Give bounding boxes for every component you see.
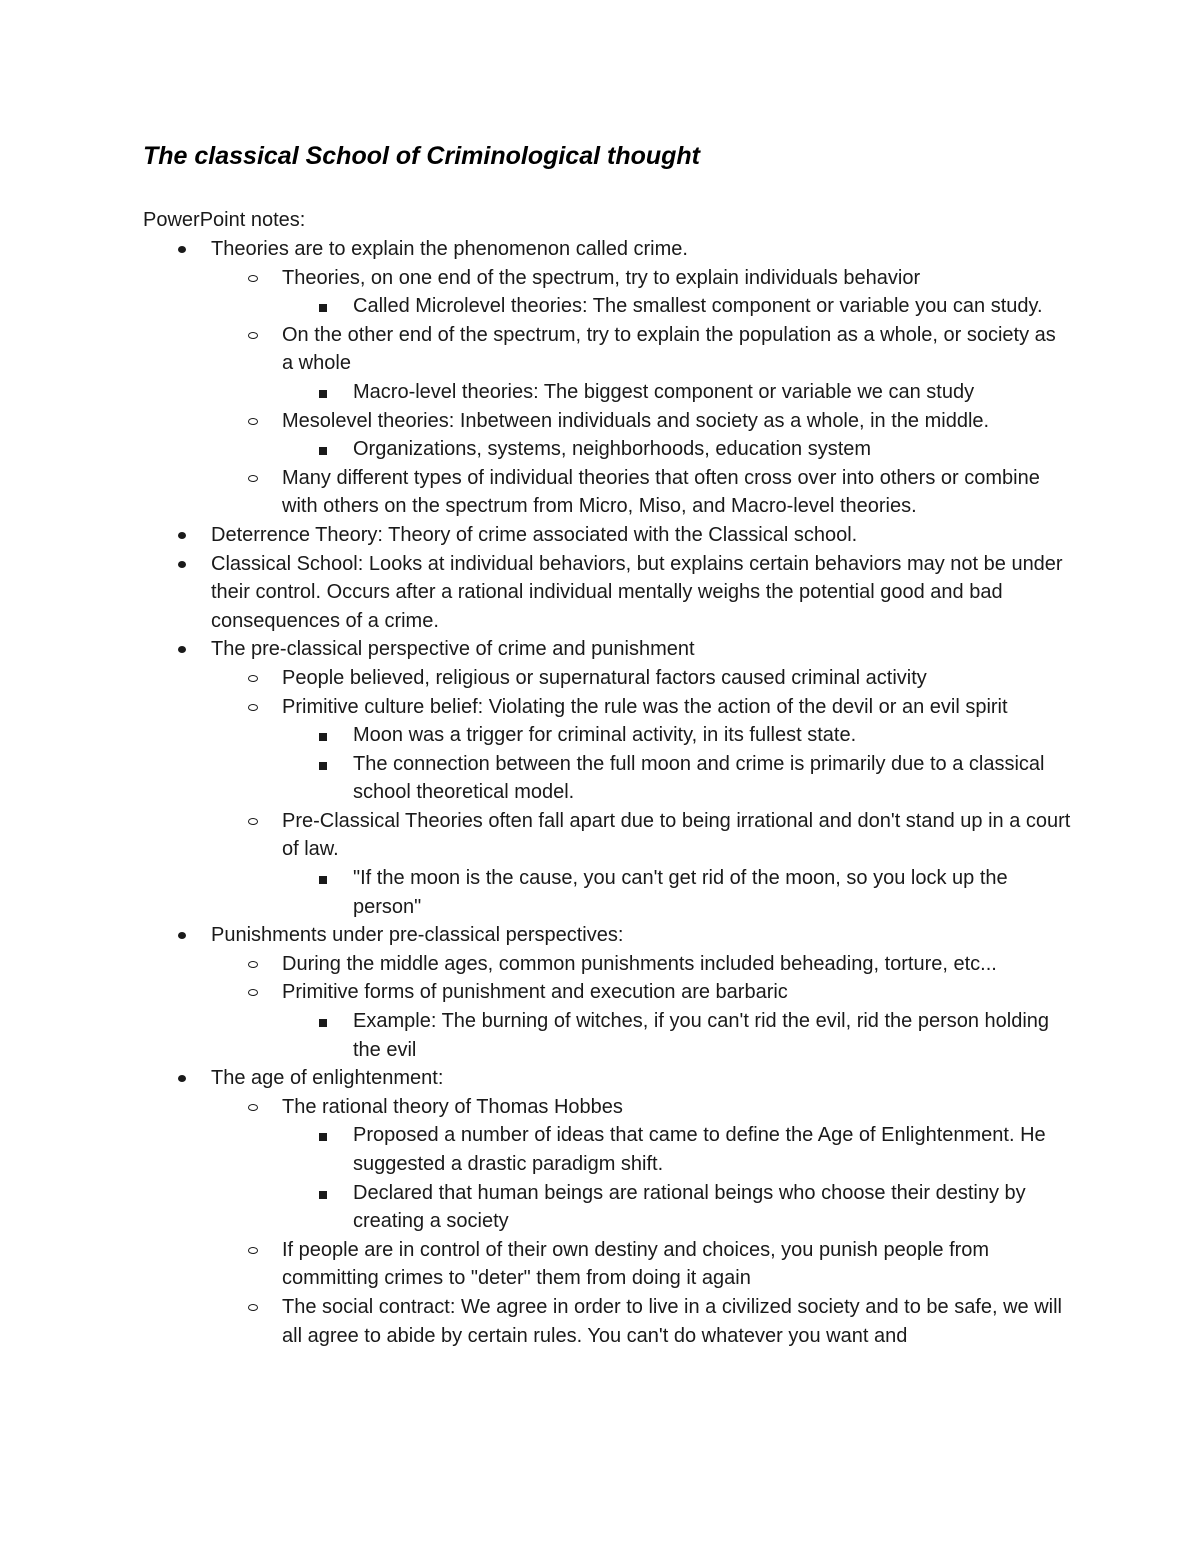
document-title: The classical School of Criminological thought [143, 142, 701, 170]
bullet-item-level-1 [211, 521, 1071, 550]
bullet-text: Theories, on one end of the spectrum, try to explain individuals behavior [282, 266, 921, 289]
bullet-text: Deterrence Theory: Theory of crime associated with the Classical school. [211, 523, 858, 546]
bullet-item-level-3 [353, 864, 1071, 921]
bullet-square-icon [319, 733, 327, 741]
bullet-circle-icon [248, 1247, 258, 1254]
bullet-text: On the other end of the spectrum, try to explain the population as a whole, or society as a whole [282, 323, 1056, 375]
bullet-text: Mesolevel theories: Inbetween individuals and society as a whole, in the middle. [282, 409, 990, 432]
bullet-text: Theories are to explain the phenomenon called crime. [211, 238, 688, 260]
bullet-text: Called Microlevel theories: The smallest component or variable you can study. [353, 295, 1043, 318]
bullet-circle-icon [248, 675, 258, 682]
bullet-text: Primitive forms of punishment and execution are barbaric [282, 981, 788, 1004]
bullet-square-icon [319, 1191, 327, 1199]
bullet-disc-icon [178, 932, 186, 939]
bullet-circle-icon [248, 989, 258, 996]
bullet-item-level-2 [282, 807, 1071, 864]
bullet-disc-icon [178, 1075, 186, 1082]
bullet-item-level-3 [353, 1121, 1071, 1178]
bullet-item-level-1 [211, 550, 1071, 636]
bullet-item-level-2 [282, 407, 1071, 436]
bullet-circle-icon [248, 1104, 258, 1111]
bullet-item-level-2 [282, 464, 1071, 521]
bullet-disc-icon [178, 532, 186, 539]
bullet-item-level-3 [353, 378, 1071, 407]
bullet-square-icon [319, 447, 327, 455]
bullet-text: Moon was a trigger for criminal activity, in its fullest state. [353, 724, 857, 747]
bullet-text: The rational theory of Thomas Hobbes [282, 1095, 623, 1118]
bullet-text: If people are in control of their own destiny and choices, you punish people from committing crimes to "deter" them from doing it again [282, 1238, 990, 1290]
bullet-text: Many different types of individual theories that often cross over into others or combine with others on the spectrum from Micro, Miso, and Macro-level theories. [282, 466, 1040, 518]
bullet-item-level-2 [282, 693, 1071, 722]
bullet-text: Macro-level theories: The biggest component or variable we can study [353, 380, 975, 403]
notes-outline [0, 235, 1200, 1350]
bullet-item-level-3 [353, 1179, 1071, 1236]
bullet-item-level-1 [211, 235, 1071, 264]
notes-heading: PowerPoint notes: [143, 209, 306, 231]
bullet-item-level-3 [353, 435, 1071, 464]
bullet-text: Primitive culture belief: Violating the rule was the action of the devil or an evil spirit [282, 695, 1008, 718]
bullet-item-level-3 [353, 750, 1071, 807]
bullet-item-level-3 [353, 1007, 1071, 1064]
bullet-circle-icon [248, 332, 258, 339]
bullet-item-level-2 [282, 664, 1071, 693]
bullet-item-level-2 [282, 321, 1071, 378]
bullet-text: Organizations, systems, neighborhoods, education system [353, 438, 872, 461]
bullet-text: Example: The burning of witches, if you can't rid the evil, rid the person holding the evil [353, 1010, 1050, 1061]
bullet-item-level-2 [282, 1093, 1071, 1122]
bullet-item-level-1 [211, 635, 1071, 664]
bullet-item-level-2 [282, 1293, 1071, 1350]
bullet-item-level-2 [282, 264, 1071, 293]
bullet-item-level-3 [353, 721, 1071, 750]
bullet-text: Declared that human beings are rational beings who choose their destiny by creating a society [353, 1181, 1026, 1233]
bullet-text: The pre-classical perspective of crime and punishment [211, 638, 695, 661]
bullet-square-icon [319, 762, 327, 770]
bullet-text: Punishments under pre-classical perspectives: [211, 924, 624, 947]
bullet-square-icon [319, 1133, 327, 1141]
bullet-item-level-2 [282, 1236, 1071, 1293]
bullet-square-icon [319, 390, 327, 398]
bullet-text: Classical School: Looks at individual behaviors, but explains certain behaviors may not be under their control. Occurs after a rational individual mentally weighs the potential good and bad consequences of a crime. [211, 552, 1063, 632]
bullet-disc-icon [178, 561, 186, 568]
bullet-circle-icon [248, 475, 258, 482]
bullet-circle-icon [248, 818, 258, 825]
bullet-square-icon [319, 304, 327, 312]
bullet-circle-icon [248, 275, 258, 282]
bullet-circle-icon [248, 1304, 258, 1311]
bullet-item-level-1 [211, 1064, 1071, 1093]
bullet-text: The connection between the full moon and crime is primarily due to a classical school theoretical model. [353, 752, 1045, 804]
bullet-item-level-2 [282, 978, 1071, 1007]
bullet-disc-icon [178, 246, 186, 253]
bullet-circle-icon [248, 704, 258, 711]
bullet-text: During the middle ages, common punishments included beheading, torture, etc... [282, 952, 997, 975]
bullet-text: The age of enlightenment: [211, 1067, 444, 1090]
bullet-text: People believed, religious or supernatural factors caused criminal activity [282, 666, 927, 689]
bullet-item-level-2 [282, 950, 1071, 979]
bullet-item-level-1 [211, 921, 1071, 950]
bullet-text: "If the moon is the cause, you can't get rid of the moon, so you lock up the person" [353, 867, 1008, 918]
bullet-text: Pre-Classical Theories often fall apart due to being irrational and don't stand up in a court of law. [282, 809, 1071, 861]
bullet-square-icon [319, 876, 327, 884]
bullet-square-icon [319, 1019, 327, 1027]
bullet-disc-icon [178, 646, 186, 653]
bullet-item-level-3 [353, 292, 1071, 321]
bullet-circle-icon [248, 961, 258, 968]
bullet-circle-icon [248, 418, 258, 425]
bullet-text: The social contract: We agree in order to live in a civilized society and to be safe, we will all agree to abide by certain rules. You can't do whatever you want and [282, 1295, 1062, 1347]
bullet-text: Proposed a number of ideas that came to define the Age of Enlightenment. He suggested a drastic paradigm shift. [353, 1124, 1046, 1175]
